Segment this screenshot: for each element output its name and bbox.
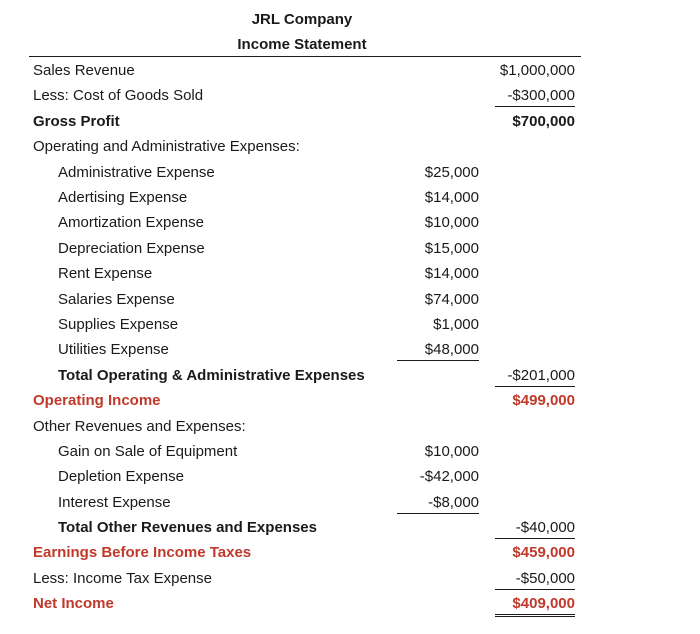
table-row — [29, 440, 581, 465]
table-row — [29, 288, 581, 313]
company-name: JRL Company — [251, 11, 353, 28]
table-row — [29, 161, 581, 186]
row-label: Gain on Sale of Equipment — [58, 443, 238, 460]
row-label: Other Revenues and Expenses: — [33, 418, 246, 435]
table-row — [29, 491, 581, 516]
total-value: -$50,000 — [495, 570, 575, 590]
table-row — [29, 237, 581, 262]
row-label: Less: Cost of Goods Sold — [33, 87, 204, 104]
table-row — [29, 313, 581, 338]
table-row — [29, 541, 581, 566]
table-row — [29, 84, 581, 109]
table-row — [29, 389, 581, 414]
row-label: Interest Expense — [58, 494, 171, 511]
table-row — [29, 110, 581, 135]
row-label: Rent Expense — [58, 265, 153, 282]
statement-title: Income Statement — [237, 36, 367, 53]
row-label: Administrative Expense — [58, 164, 215, 181]
table-row — [29, 211, 581, 236]
table-row — [29, 338, 581, 363]
detail-value: $10,000 — [424, 214, 479, 231]
detail-value: $1,000 — [433, 316, 479, 333]
row-label: Total Operating & Administrative Expenses — [58, 367, 365, 384]
table-row — [29, 186, 581, 211]
detail-value: $25,000 — [424, 164, 479, 181]
row-label: Depreciation Expense — [58, 240, 205, 257]
row-label: Less: Income Tax Expense — [33, 570, 212, 587]
row-label: Operating and Administrative Expenses: — [33, 138, 300, 155]
header-rule — [29, 56, 581, 57]
table-row — [29, 262, 581, 287]
row-label: Sales Revenue — [33, 62, 135, 79]
table-row — [29, 516, 581, 541]
row-label: Total Other Revenues and Expenses — [58, 519, 317, 536]
row-label: Supplies Expense — [58, 316, 179, 333]
row-label: Depletion Expense — [58, 468, 184, 485]
row-label: Operating Income — [33, 392, 161, 409]
row-label: Amortization Expense — [58, 214, 204, 231]
detail-value: -$42,000 — [419, 468, 479, 485]
detail-value: $14,000 — [424, 189, 479, 206]
row-label: Adertising Expense — [58, 189, 188, 206]
table-row — [29, 592, 581, 617]
row-label: Salaries Expense — [58, 291, 175, 308]
detail-value: -$8,000 — [397, 494, 479, 514]
total-value: $499,000 — [512, 392, 575, 409]
detail-value: $15,000 — [424, 240, 479, 257]
total-value: -$40,000 — [495, 519, 575, 539]
total-value: $700,000 — [512, 113, 575, 130]
table-row — [29, 465, 581, 490]
detail-value: $10,000 — [424, 443, 479, 460]
table-row — [29, 567, 581, 592]
total-value: -$300,000 — [495, 87, 575, 107]
total-value: $1,000,000 — [499, 62, 575, 79]
detail-value: $48,000 — [397, 341, 479, 361]
row-label: Utilities Expense — [58, 341, 169, 358]
section-header — [29, 135, 581, 160]
detail-value: $14,000 — [424, 265, 479, 282]
total-value: -$201,000 — [495, 367, 575, 387]
table-row — [29, 59, 581, 84]
row-label: Net Income — [33, 595, 114, 612]
detail-value: $74,000 — [424, 291, 479, 308]
section-header — [29, 415, 581, 440]
total-value: $409,000 — [495, 595, 575, 617]
total-value: $459,000 — [512, 544, 575, 561]
table-row — [29, 364, 581, 389]
row-label: Earnings Before Income Taxes — [33, 544, 252, 561]
row-label: Gross Profit — [33, 113, 120, 130]
